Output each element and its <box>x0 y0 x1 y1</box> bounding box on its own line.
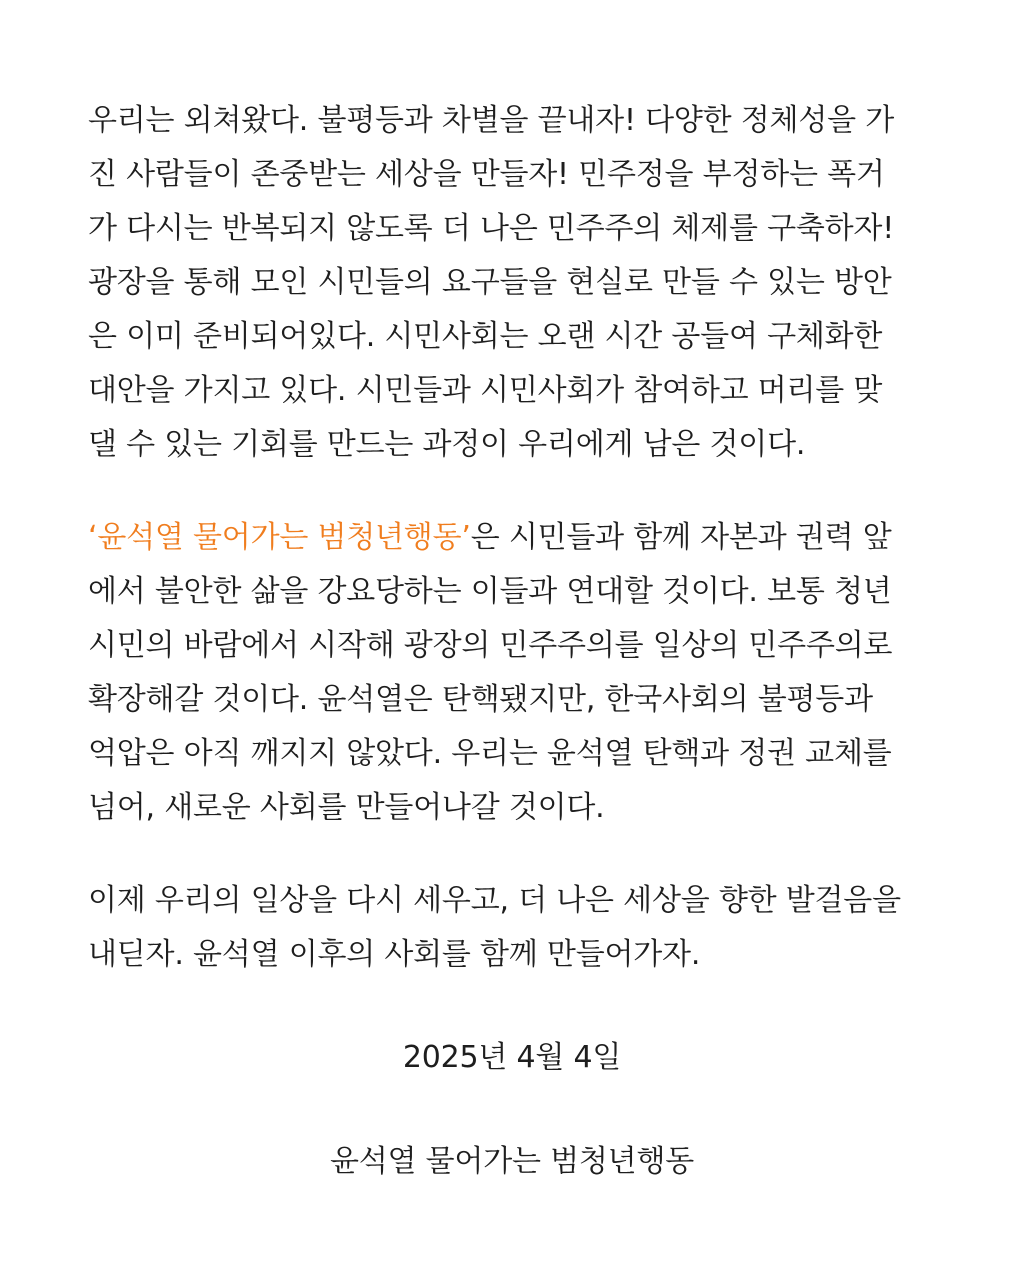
paragraph-1-line: 가 다시는 반복되지 않도록 더 나은 민주주의 체제를 구축하자! <box>88 211 895 246</box>
paragraph-1-line: 은 이미 준비되어있다. 시민사회는 오랜 시간 공들여 구체화한 <box>88 319 883 354</box>
paragraph-1-line: 우리는 외쳐왔다. 불평등과 차별을 끝내자! 다양한 정체성을 가 <box>88 103 895 138</box>
paragraph-2-line: 에서 불안한 삶을 강요당하는 이들과 연대할 것이다. 보통 청년 <box>88 574 892 609</box>
paragraph-1-line: 광장을 통해 모인 시민들의 요구들을 현실로 만들 수 있는 방안 <box>88 265 892 300</box>
paragraph-2-line: 억압은 아직 깨지지 않았다. 우리는 윤석열 탄핵과 정권 교체를 <box>88 736 892 771</box>
paragraph-1-line: 댈 수 있는 기회를 만드는 과정이 우리에게 남은 것이다. <box>88 427 806 462</box>
paragraph-3 <box>88 874 948 982</box>
paragraph-2-first-line <box>88 511 948 565</box>
paragraph-3-line: 내딛자. 윤석열 이후의 사회를 함께 만들어가자. <box>88 937 701 972</box>
signature: 윤석열 물어가는 범청년행동 <box>329 1144 695 1179</box>
paragraph-3-line: 이제 우리의 일상을 다시 세우고, 더 나은 세상을 향한 발걸음을 <box>88 883 901 918</box>
paragraph-2-line: 확장해갈 것이다. 윤석열은 탄핵됐지만, 한국사회의 불평등과 <box>88 682 873 717</box>
paragraph-2-line: 넘어, 새로운 사회를 만들어나갈 것이다. <box>88 790 605 825</box>
paragraph-1 <box>88 94 948 472</box>
paragraph-2-first-line-rest: 은 시민들과 함께 자본과 권력 앞 <box>470 520 892 555</box>
paragraph-1-line: 대안을 가지고 있다. 시민들과 시민사회가 참여하고 머리를 맞 <box>88 373 883 408</box>
statement-date: 2025년 4월 4일 <box>402 1040 622 1075</box>
paragraph-1-line: 진 사람들이 존중받는 세상을 만들자! 민주정을 부정하는 폭거 <box>88 157 885 192</box>
paragraph-2 <box>88 511 948 835</box>
paragraph-2-line: 시민의 바람에서 시작해 광장의 민주주의를 일상의 민주주의로 <box>88 628 893 663</box>
organization-name-highlight: ‘윤석열 물어가는 범청년행동’ <box>88 520 471 555</box>
